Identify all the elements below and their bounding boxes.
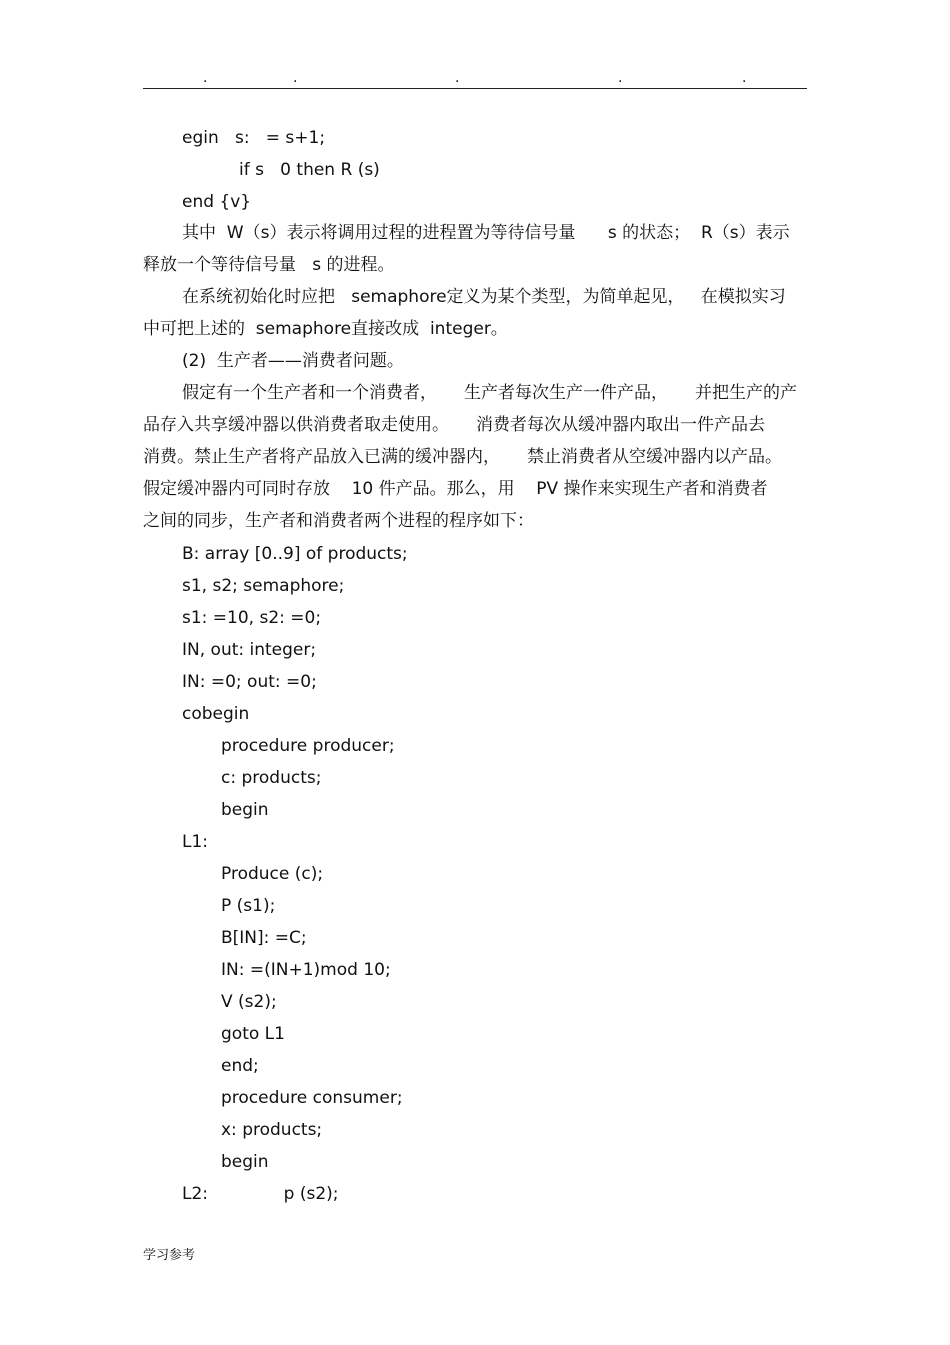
code-line: Produce (c); — [221, 864, 324, 884]
code-line: IN, out: integer; — [182, 640, 317, 660]
code-line: IN: =0; out: =0; — [182, 672, 317, 692]
paragraph-line: 消费。禁止生产者将产品放入已满的缓冲器内， 禁止消费者从空缓冲器内以产品。 — [143, 447, 783, 467]
section-heading: (2) 生产者——消费者问题。 — [182, 351, 404, 371]
code-line: s1: =10, s2: =0; — [182, 608, 322, 628]
code-line: procedure producer; — [221, 736, 395, 756]
header-dot: . — [293, 70, 298, 86]
code-line: IN: =(IN+1)mod 10; — [221, 960, 391, 980]
paragraph-line: 之间的同步，生产者和消费者两个进程的程序如下： — [143, 511, 534, 531]
page-header-dots — [0, 70, 950, 86]
code-line: procedure consumer; — [221, 1088, 403, 1108]
code-line: L2: p (s2); — [182, 1184, 339, 1204]
header-dot: . — [742, 70, 747, 86]
header-dot: . — [203, 70, 208, 86]
paragraph-line: 假定有一个生产者和一个消费者， 生产者每次生产一件产品， 并把生产的产 — [182, 383, 798, 403]
code-line: c: products; — [221, 768, 322, 788]
header-rule — [143, 88, 807, 89]
paragraph-line: 假定缓冲器内可同时存放 10 件产品。那么，用 PV 操作来实现生产者和消费者 — [143, 479, 768, 499]
paragraph-line: 其中 W（s）表示将调用过程的进程置为等待信号量 s 的状态； R（s）表示 — [182, 223, 790, 243]
paragraph-line: 在系统初始化时应把 semaphore定义为某个类型，为简单起见， 在模拟实习 — [182, 287, 786, 307]
paragraph-line: 释放一个等待信号量 s 的进程。 — [143, 255, 395, 275]
code-line: end; — [221, 1056, 259, 1076]
paragraph-line: 品存入共享缓冲器以供消费者取走使用。 消费者每次从缓冲器内取出一件产品去 — [143, 415, 766, 435]
header-dot: . — [618, 70, 623, 86]
code-line: s1, s2; semaphore; — [182, 576, 345, 596]
code-line: egin s: = s+1; — [182, 128, 326, 148]
code-line: x: products; — [221, 1120, 323, 1140]
header-dot: . — [455, 70, 460, 86]
code-line: B[IN]: =C; — [221, 928, 307, 948]
code-line: V (s2); — [221, 992, 277, 1012]
code-line: P (s1); — [221, 896, 276, 916]
code-line: begin — [221, 800, 269, 820]
paragraph-line: 中可把上述的 semaphore直接改成 integer。 — [143, 319, 508, 339]
code-line: B: array [0..9] of products; — [182, 544, 408, 564]
code-line: begin — [221, 1152, 269, 1172]
page-footer: 学习参考 — [143, 1248, 196, 1263]
code-line: if s 0 then R (s) — [239, 160, 380, 180]
code-line: L1: — [182, 832, 209, 852]
code-line: goto L1 — [221, 1024, 285, 1044]
code-line: cobegin — [182, 704, 250, 724]
code-line: end {v} — [182, 192, 252, 212]
